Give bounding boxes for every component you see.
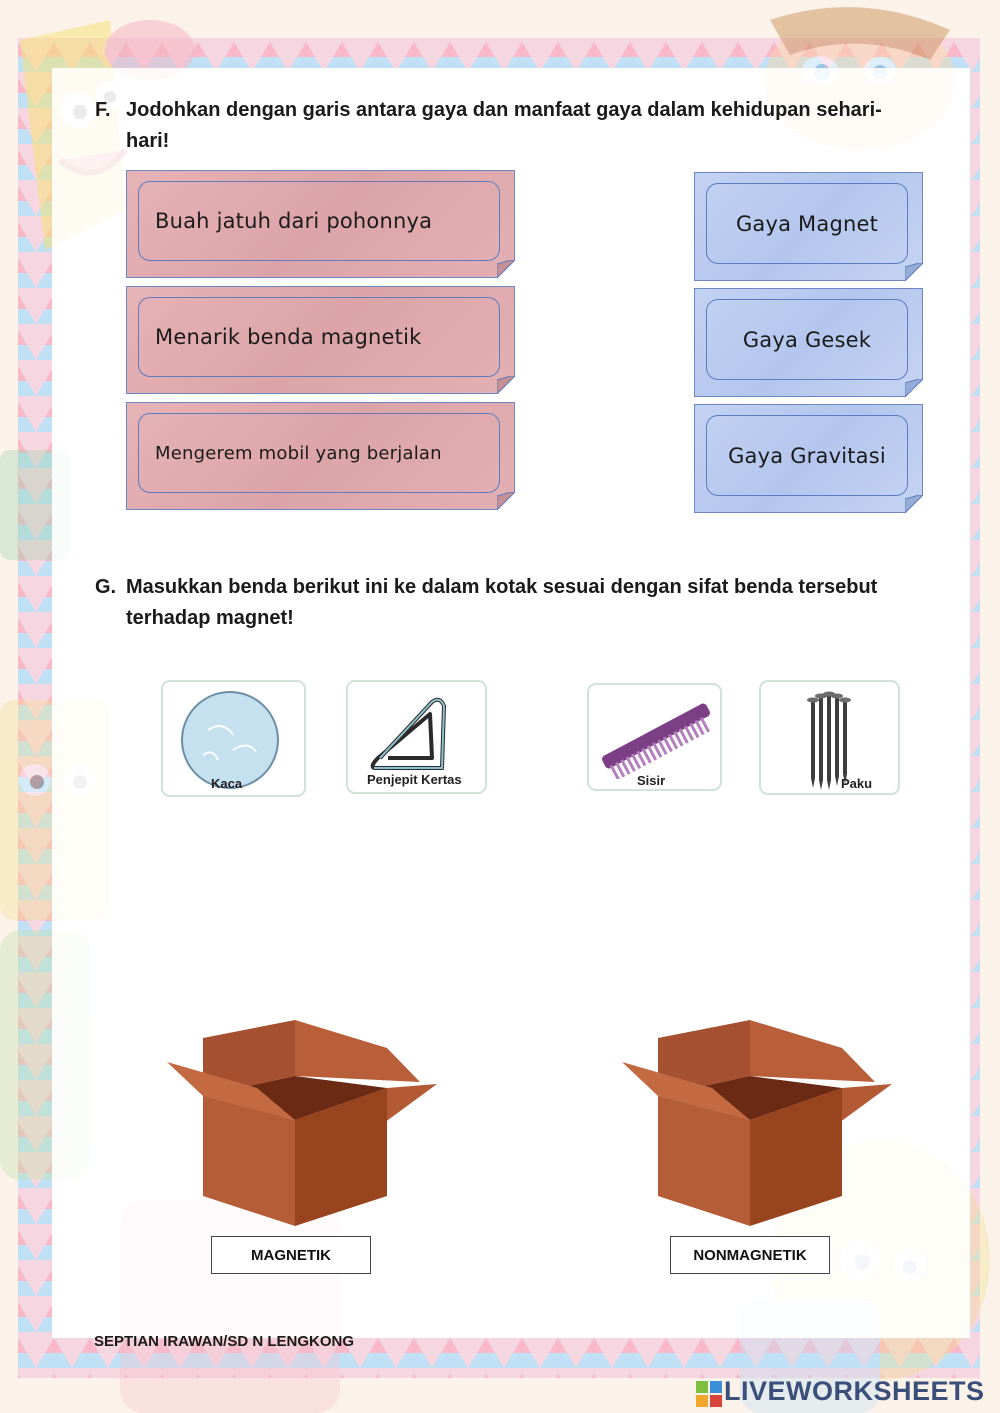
open-box-icon[interactable] [620, 1018, 895, 1228]
page-fold-icon [497, 492, 515, 510]
match-left-card-3[interactable] [126, 402, 515, 510]
question-f-number: F. [95, 99, 111, 121]
card-label: Menarik benda magnetik [155, 325, 422, 349]
paper-clip-icon [370, 696, 460, 776]
liveworksheets-logo [696, 1376, 996, 1410]
card-inner-frame [706, 415, 908, 496]
comb-icon [593, 693, 719, 779]
drag-item-paku[interactable] [759, 680, 900, 795]
card-label: Gaya Magnet [735, 211, 879, 236]
card-label: Mengerem mobil yang berjalan [155, 442, 442, 464]
live-badge-icon [696, 1381, 722, 1407]
card-inner-frame [138, 297, 500, 377]
brand-name: LIVEWORKSHEETS [724, 1376, 985, 1406]
card-label: Gaya Gravitasi [728, 443, 886, 468]
question-g-line-1: Masukkan benda berikut ini ke dalam kotak sesuai dengan sifat benda tersebut [126, 576, 878, 598]
author-credit: SEPTIAN IRAWAN/SD N LENGKONG [94, 1333, 355, 1350]
card-inner-frame [706, 299, 908, 380]
card-label: Buah jatuh dari pohonnya [155, 209, 433, 233]
match-right-card-3[interactable] [694, 404, 923, 513]
item-label: Sisir [637, 773, 666, 788]
question-f-line-1: Jodohkan dengan garis antara gaya dan manfaat gaya dalam kehidupan sehari- [126, 99, 882, 121]
item-label: Kaca [211, 776, 243, 791]
question-g-instruction [126, 572, 926, 634]
card-inner-frame [138, 181, 500, 261]
page-fold-icon [905, 263, 923, 281]
match-left-card-2[interactable] [126, 286, 515, 394]
item-label: Paku [841, 776, 873, 791]
glass-disc-icon [178, 690, 282, 790]
drag-item-penjepit-kertas[interactable] [346, 680, 487, 794]
page-fold-icon [905, 495, 923, 513]
drag-item-kaca[interactable] [161, 680, 306, 797]
page-fold-icon [497, 376, 515, 394]
card-inner-frame [138, 413, 500, 493]
match-right-card-1[interactable] [694, 172, 923, 281]
card-label: Gaya Gesek [742, 327, 872, 352]
page-fold-icon [497, 260, 515, 278]
question-g-line-2: terhadap magnet! [126, 607, 294, 629]
drag-item-sisir[interactable] [587, 683, 722, 791]
question-f-line-2: hari! [126, 130, 170, 152]
drop-label-magnetik: MAGNETIK [211, 1236, 371, 1274]
question-f-instruction [126, 95, 926, 157]
card-inner-frame [706, 183, 908, 264]
open-box-icon[interactable] [165, 1018, 440, 1228]
drop-label-nonmagnetik: NONMAGNETIK [670, 1236, 830, 1274]
question-g-number: G. [95, 576, 117, 598]
page-fold-icon [905, 379, 923, 397]
match-right-card-2[interactable] [694, 288, 923, 397]
match-left-card-1[interactable] [126, 170, 515, 278]
item-label: Penjepit Kertas [367, 772, 462, 787]
